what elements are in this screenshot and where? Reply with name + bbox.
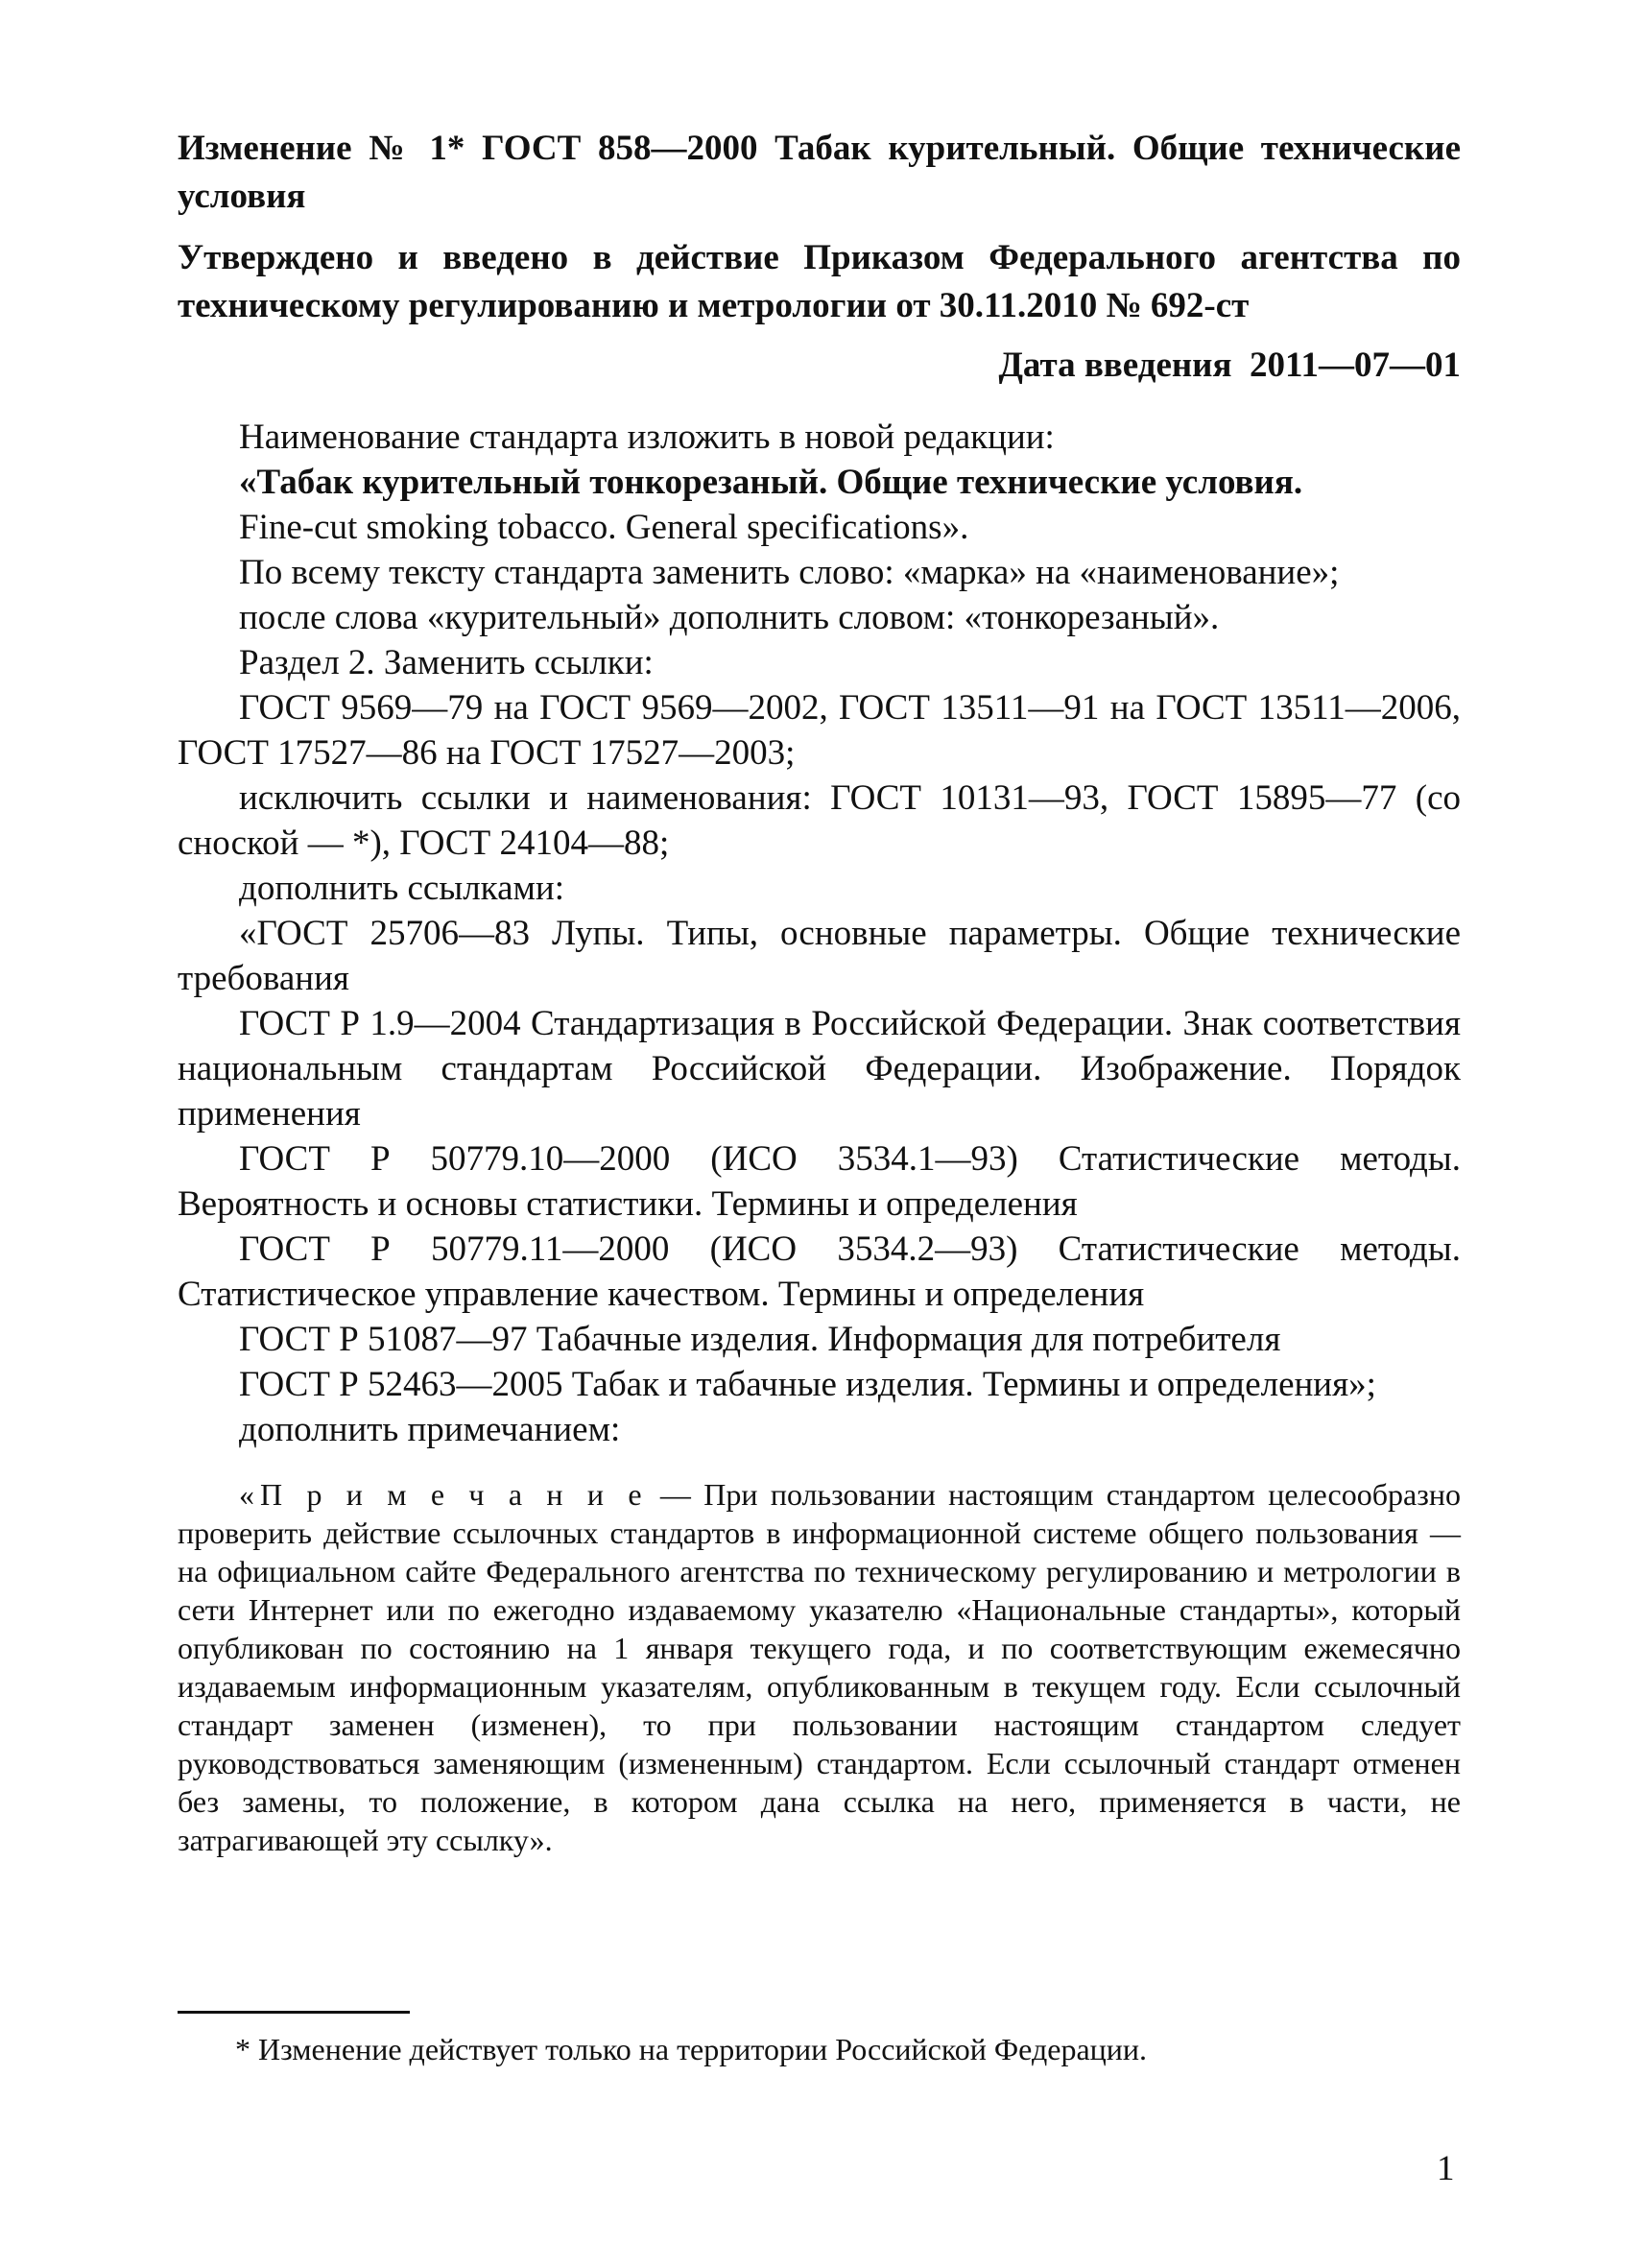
note-text: — При пользовании настоящим стандартом целесообразно проверить действие ссылочных стандартов в информационной системе общего пользования — на официальном сайте Федерального агентства по техническому регулированию и метрологии в сети Интернет или по ежегодно издаваемому указателю «Национальные стандарты», который опубликован по состоянию на 1 января текущего года, и по соответствующим ежемесячно издаваемым информационным указателям, опубликованным в текущем году. Если ссылочный стандарт заменен (изменен), то при пользовании настоящим стандартом следует руководствоваться заменяющим (измененным) стандартом. Если ссылочный стандарт отменен без замены, то положение, в котором дана ссылка на него, применяется в части, не затрагивающей эту ссылку». (178, 1477, 1462, 1857)
reference-entry: ГОСТ Р 1.9—2004 Стандартизация в Российской Федерации. Знак соответствия национальным стандартам Российской Федерации. Изображение. Порядок применения (178, 1004, 1461, 1134)
page-number: 1 (1437, 2149, 1455, 2188)
body-paragraph: Раздел 2. Заменить ссылки: (239, 643, 654, 682)
body-paragraph-english-title: Fine-cut smoking tobacco. General specifications». (239, 508, 969, 547)
body-paragraph: ГОСТ 9569—79 на ГОСТ 9569—2002, ГОСТ 13511—91 на ГОСТ 13511—2006, ГОСТ 17527—86 на ГОСТ 17527—2003; (178, 688, 1461, 773)
reference-entry: ГОСТ Р 51087—97 Табачные изделия. Информация для потребителя (239, 1320, 1281, 1359)
approval-statement: Утверждено и введено в действие Приказом Федерального агентства по техническому регулированию и метрологии от 30.11.2010 № 692-ст (178, 238, 1461, 325)
reference-entry: ГОСТ Р 52463—2005 Табак и табачные изделия. Термины и определения»; (239, 1365, 1376, 1404)
body-paragraph: исключить ссылки и наименования: ГОСТ 10131—93, ГОСТ 15895—77 (со сноской — *), ГОСТ 24104—88; (178, 778, 1461, 863)
footnote: * Изменение действует только на территории Российской Федерации. (235, 2032, 1148, 2066)
date-label: Дата введения (998, 346, 1232, 385)
body-paragraph: Наименование стандарта изложить в новой редакции: (239, 418, 1055, 457)
date-value: 2011—07—01 (1250, 346, 1461, 385)
body-paragraph: дополнить примечанием: (239, 1410, 621, 1449)
reference-entry: ГОСТ Р 50779.10—2000 (ИСО 3534.1—93) Статистические методы. Вероятность и основы статистики. Термины и определения (178, 1139, 1461, 1224)
amendment-title: Изменение № 1* ГОСТ 858—2000 Табак курительный. Общие технические условия (178, 129, 1461, 216)
note-block (178, 1475, 1461, 1859)
document-page (178, 125, 1461, 1859)
body-paragraph-new-title: «Табак курительный тонкорезаный. Общие технические условия. (239, 463, 1303, 502)
amendment-body (178, 415, 1461, 1452)
body-paragraph: дополнить ссылками: (239, 869, 564, 908)
reference-entry: «ГОСТ 25706—83 Лупы. Типы, основные параметры. Общие технические требования (178, 914, 1461, 998)
body-paragraph: после слова «курительный» дополнить словом: «тонкорезаный». (239, 598, 1220, 637)
body-paragraph: По всему тексту стандарта заменить слово: «марка» на «наименование»; (239, 553, 1340, 592)
note-label: «П р и м е ч а н и е (239, 1477, 648, 1512)
reference-entry: ГОСТ Р 50779.11—2000 (ИСО 3534.2—93) Статистические методы. Статистическое управление качеством. Термины и определения (178, 1229, 1461, 1314)
effective-date (178, 342, 1461, 390)
footnote-divider (178, 2011, 410, 2014)
